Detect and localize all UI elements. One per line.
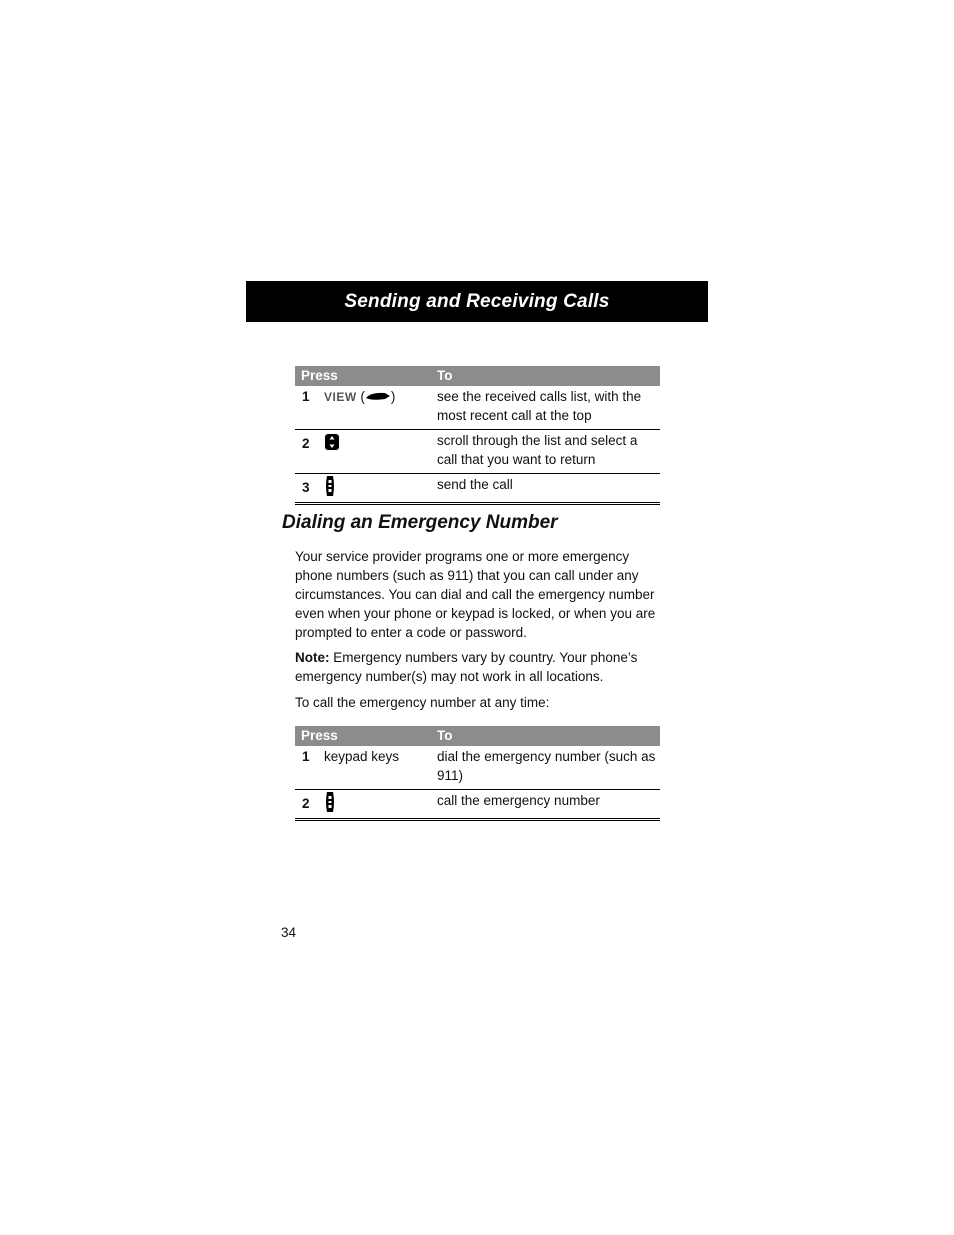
step-description: send the call (435, 474, 660, 504)
send-key-icon (324, 475, 336, 502)
table-row (295, 746, 660, 790)
step-key: keypad keys (324, 746, 435, 790)
right-softkey-icon (365, 388, 391, 407)
body-paragraph: Your service provider programs one or more emergency phone numbers (such as 911) that you can call under any circumstances. You can dial and call the emergency number even when your phone or keypad is locked, or when you are prompted to enter a code or password. (295, 549, 656, 640)
column-header-to: To (435, 366, 660, 386)
note-text: Emergency numbers vary by country. Your phone’s emergency number(s) may not work in all locations. (295, 650, 638, 684)
step-key (324, 474, 435, 504)
table-row (295, 474, 660, 504)
header-bar (246, 281, 708, 322)
column-header-to: To (435, 726, 660, 746)
step-description: call the emergency number (435, 790, 660, 820)
table-header-row (295, 726, 660, 746)
table-row (295, 386, 660, 430)
step-key (324, 386, 435, 430)
scroll-key-icon (324, 433, 340, 456)
note-label: Note: (295, 650, 330, 665)
step-number: 1 (295, 386, 324, 430)
table-row (295, 790, 660, 820)
table-header-row (295, 366, 660, 386)
paren-open: ( (356, 389, 365, 404)
step-number: 2 (295, 790, 324, 820)
step-key (324, 790, 435, 820)
step-description: dial the emergency number (such as 911) (435, 746, 660, 790)
step-description: scroll through the list and select a call that you want to return (435, 430, 660, 474)
step-number: 2 (295, 430, 324, 474)
send-key-icon (324, 791, 336, 818)
section-heading: Dialing an Emergency Number (282, 512, 558, 533)
page-header-title: Sending and Receiving Calls (344, 290, 610, 312)
table-row (295, 430, 660, 474)
step-number: 3 (295, 474, 324, 504)
column-header-press: Press (295, 726, 435, 746)
page-number: 34 (281, 925, 297, 940)
step-description: see the received calls list, with the most recent call at the top (435, 386, 660, 430)
column-header-press: Press (295, 366, 435, 386)
note-paragraph (295, 648, 665, 686)
step-number: 1 (295, 746, 324, 790)
softkey-label: VIEW (324, 390, 357, 404)
paren-close: ) (390, 389, 396, 404)
intro-paragraph: To call the emergency number at any time: (295, 695, 550, 710)
step-key (324, 430, 435, 474)
steps-table-received-calls (295, 366, 660, 505)
steps-table-emergency (295, 726, 660, 821)
